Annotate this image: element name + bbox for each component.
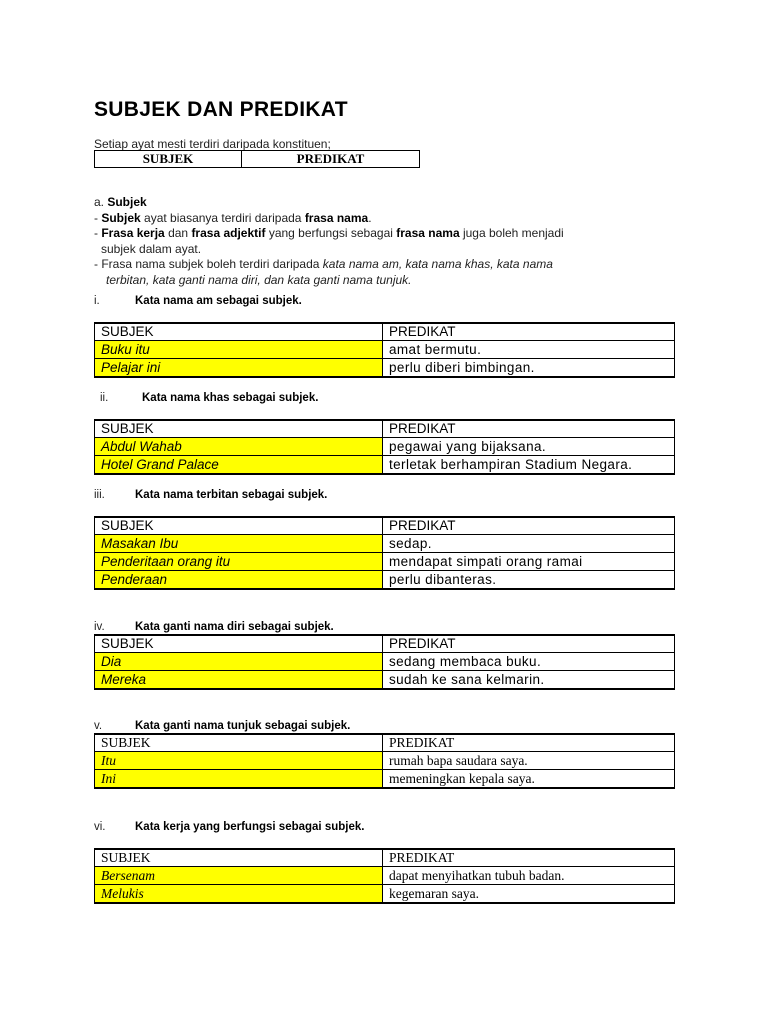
example-table xyxy=(94,322,675,378)
intro-text: Setiap ayat mesti terdiri daripada konstituen; xyxy=(94,137,331,151)
table-header-row xyxy=(95,849,675,867)
section-number: v. xyxy=(94,720,103,732)
column-header: PREDIKAT xyxy=(383,517,675,535)
column-header: SUBJEK xyxy=(95,420,383,438)
column-header: PREDIKAT xyxy=(383,420,675,438)
section-number: vi. xyxy=(94,821,106,833)
table-row xyxy=(95,571,675,590)
table-row xyxy=(95,553,675,571)
table-row xyxy=(95,867,675,885)
bold-term: Frasa kerja xyxy=(101,226,165,240)
table-row xyxy=(95,653,675,671)
section-heading xyxy=(94,295,302,307)
note-heading xyxy=(94,195,654,211)
table-header-row xyxy=(95,635,675,653)
subjek-cell: Abdul Wahab xyxy=(95,438,383,456)
text: ayat biasanya terdiri daripada xyxy=(140,210,305,225)
predikat-cell: perlu dibanteras. xyxy=(383,571,675,590)
subjek-cell: Ini xyxy=(95,770,383,789)
table-header-row xyxy=(95,734,675,752)
table-row xyxy=(95,438,675,456)
section-number: i. xyxy=(94,295,100,307)
italic-text: terbitan, kata ganti nama diri, dan kata ganti nama tunjuk. xyxy=(106,272,412,287)
column-header: PREDIKAT xyxy=(383,635,675,653)
subjek-cell: Penderitaan orang itu xyxy=(95,553,383,571)
example-table xyxy=(94,419,675,475)
predikat-cell: kegemaran saya. xyxy=(383,885,675,904)
notes-block xyxy=(94,195,654,288)
note-heading-label: Subjek xyxy=(107,195,147,209)
predikat-cell: rumah bapa saudara saya. xyxy=(383,752,675,770)
section-heading xyxy=(94,489,327,501)
subjek-cell: Melukis xyxy=(95,885,383,904)
section-heading xyxy=(94,821,364,833)
subjek-predikat-header-table xyxy=(94,150,420,168)
subjek-cell: Mereka xyxy=(95,671,383,690)
section-title: Kata ganti nama tunjuk sebagai subjek. xyxy=(135,720,351,732)
predikat-cell: memeningkan kepala saya. xyxy=(383,770,675,789)
subjek-cell: Dia xyxy=(95,653,383,671)
subjek-cell: Itu xyxy=(95,752,383,770)
table-row xyxy=(95,752,675,770)
table-row xyxy=(95,456,675,475)
section-number: iii. xyxy=(94,489,105,501)
predikat-cell: pegawai yang bijaksana. xyxy=(383,438,675,456)
table-header-row xyxy=(95,517,675,535)
bold-term: frasa nama xyxy=(396,226,460,240)
predikat-cell: perlu diberi bimbingan. xyxy=(383,359,675,378)
bold-term: frasa nama xyxy=(304,210,369,225)
text: yang berfungsi sebagai xyxy=(265,226,397,240)
section-number: ii. xyxy=(100,392,109,404)
predikat-cell: sudah ke sana kelmarin. xyxy=(383,671,675,690)
column-header: SUBJEK xyxy=(95,734,383,752)
bold-term: Subjek xyxy=(101,210,141,225)
column-header: SUBJEK xyxy=(95,323,383,341)
section-heading xyxy=(94,621,334,633)
italic-text: kata nama am, kata nama khas, kata nama xyxy=(322,257,553,271)
text: dan xyxy=(164,226,192,240)
example-table xyxy=(94,733,675,789)
section-title: Kata kerja yang berfungsi sebagai subjek. xyxy=(135,821,365,833)
header-subjek-cell: SUBJEK xyxy=(95,151,242,167)
table-row xyxy=(95,535,675,553)
subjek-cell: Penderaan xyxy=(95,571,383,590)
header-predikat-cell: PREDIKAT xyxy=(296,151,365,166)
text: - Frasa nama subjek boleh terdiri daripada xyxy=(94,257,323,271)
table-row xyxy=(95,885,675,904)
table-header-row xyxy=(95,323,675,341)
predikat-cell: dapat menyihatkan tubuh badan. xyxy=(383,867,675,885)
text: juga boleh menjadi xyxy=(459,226,564,240)
predikat-cell: sedap. xyxy=(383,535,675,553)
section-title: Kata ganti nama diri sebagai subjek. xyxy=(135,621,334,633)
dash: - xyxy=(94,226,102,240)
section-title: Kata nama khas sebagai subjek. xyxy=(142,392,319,404)
column-header: SUBJEK xyxy=(95,517,383,535)
example-table xyxy=(94,848,675,904)
subjek-cell: Bersenam xyxy=(95,867,383,885)
column-header: PREDIKAT xyxy=(383,734,675,752)
note-line-1 xyxy=(94,211,654,227)
predikat-cell: mendapat simpati orang ramai xyxy=(383,553,675,571)
example-table xyxy=(94,634,675,690)
table-row xyxy=(95,359,675,378)
section-number: iv. xyxy=(94,621,105,633)
dash: - xyxy=(94,210,102,225)
section-heading xyxy=(100,392,318,404)
bold-term: frasa adjektif xyxy=(191,226,266,240)
note-line-3: subjek dalam ayat. xyxy=(101,241,202,256)
section-title: Kata nama terbitan sebagai subjek. xyxy=(135,489,328,501)
note-line-2 xyxy=(94,226,654,242)
predikat-cell: terletak berhampiran Stadium Negara. xyxy=(383,456,675,475)
column-header: PREDIKAT xyxy=(383,323,675,341)
subjek-cell: Buku itu xyxy=(95,341,383,359)
column-header: SUBJEK xyxy=(95,635,383,653)
column-header: SUBJEK xyxy=(95,849,383,867)
note-heading-prefix: a. xyxy=(94,195,108,209)
note-line-5 xyxy=(94,273,654,289)
note-line-4 xyxy=(94,257,654,273)
table-header-row xyxy=(95,420,675,438)
table-row xyxy=(95,341,675,359)
section-heading xyxy=(94,720,350,732)
table-row xyxy=(95,770,675,789)
table-row xyxy=(95,671,675,690)
column-header: PREDIKAT xyxy=(383,849,675,867)
predikat-cell: sedang membaca buku. xyxy=(383,653,675,671)
text: . xyxy=(368,210,372,225)
section-title: Kata nama am sebagai subjek. xyxy=(135,295,302,307)
predikat-cell: amat bermutu. xyxy=(383,341,675,359)
example-table xyxy=(94,516,675,590)
subjek-cell: Masakan Ibu xyxy=(95,535,383,553)
subjek-cell: Pelajar ini xyxy=(95,359,383,378)
page-title: SUBJEK DAN PREDIKAT xyxy=(94,98,348,121)
subjek-cell: Hotel Grand Palace xyxy=(95,456,383,475)
